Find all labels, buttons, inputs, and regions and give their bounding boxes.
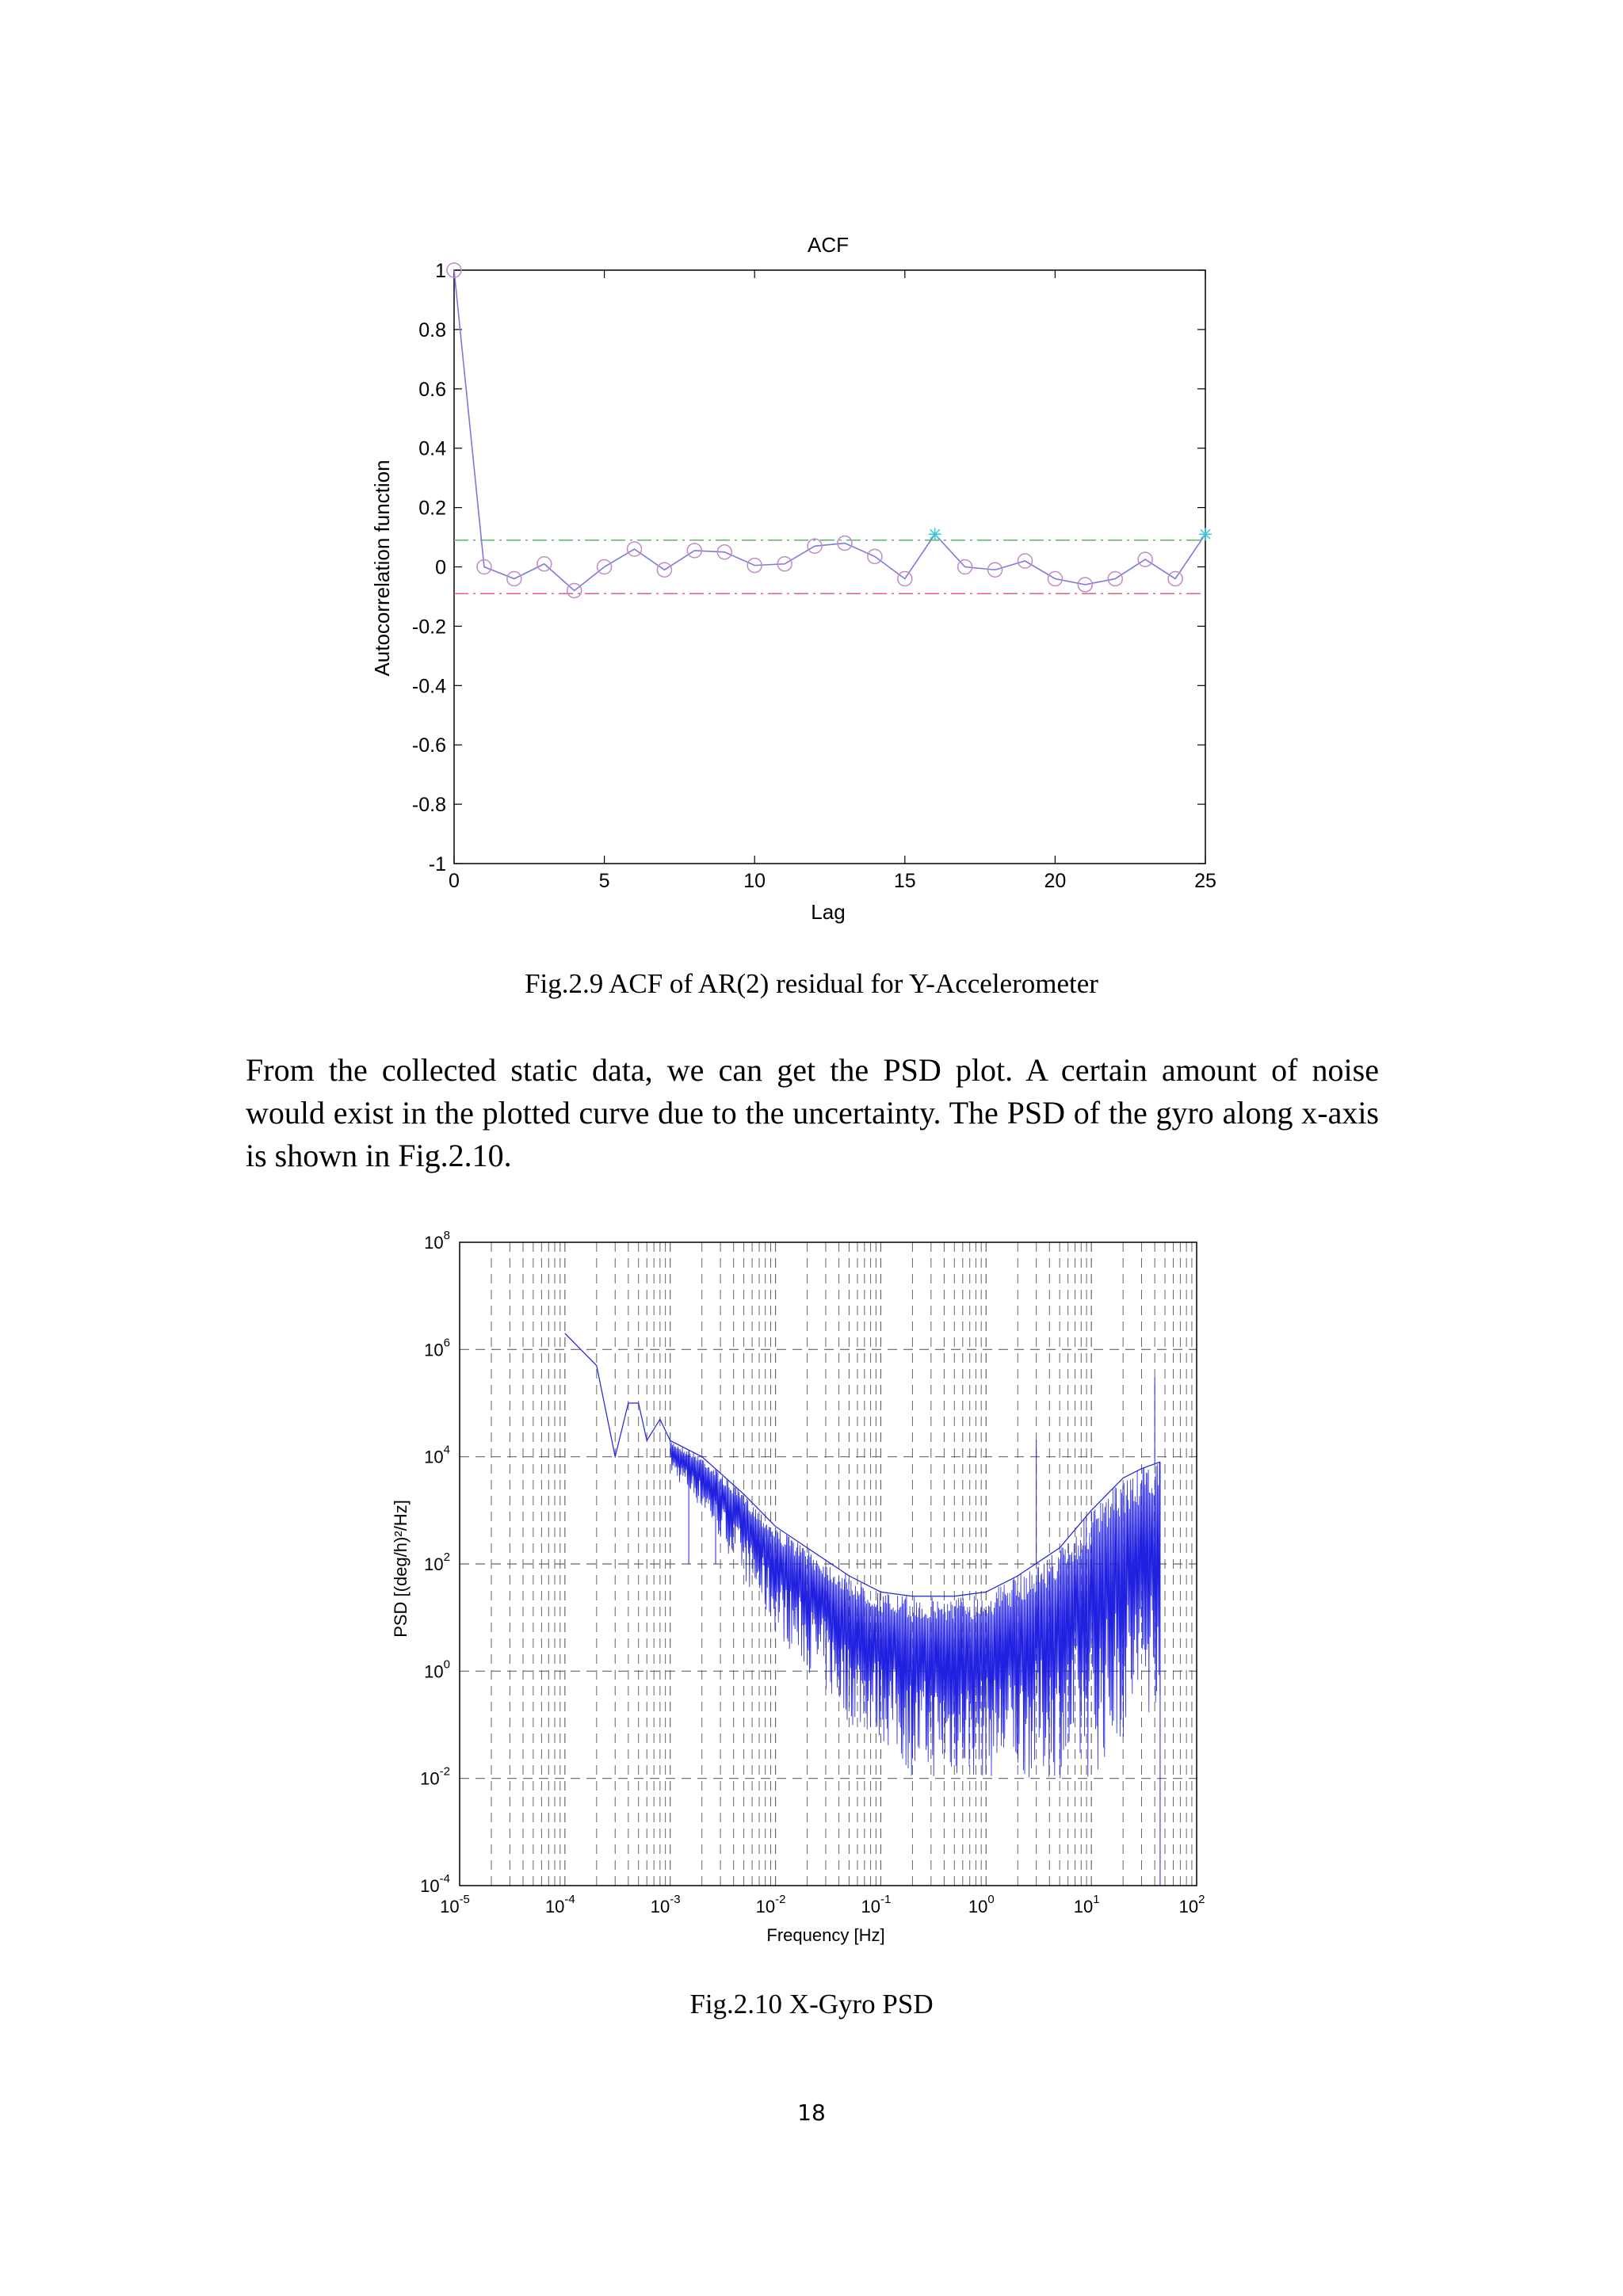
acf-y-tick-label: 0 bbox=[435, 556, 446, 579]
body-text-line-3: is shown in Fig.2.10. bbox=[246, 1138, 512, 1173]
psd-y-tick-label: $10^{-4}$ bbox=[420, 1872, 450, 1896]
acf-y-tick-label: -0.2 bbox=[411, 616, 446, 639]
acf-figure-caption: Fig.2.9 ACF of AR(2) residual for Y-Accelerometer bbox=[525, 968, 1098, 999]
acf-x-tick-label: 0 bbox=[449, 870, 460, 892]
psd-x-axis-label: Frequency [Hz] bbox=[766, 1925, 885, 1945]
acf-y-tick-label: -0.6 bbox=[411, 734, 446, 757]
acf-x-tick-label: 5 bbox=[598, 870, 610, 892]
acf-x-tick-label: 15 bbox=[893, 870, 916, 892]
body-text-line-1: From the collected static data, we can get the PSD plot. A certain amount of noise bbox=[246, 1052, 1379, 1088]
psd-x-tick-label: $10^0$ bbox=[968, 1893, 995, 1917]
psd-y-tick-label: $10^{-2}$ bbox=[420, 1764, 450, 1789]
psd-figure-caption: Fig.2.10 X-Gyro PSD bbox=[689, 1989, 934, 2019]
psd-y-tick-label: $10^4$ bbox=[424, 1443, 450, 1467]
psd-x-tick-label: $10^{-2}$ bbox=[755, 1893, 786, 1917]
psd-x-tick-label: $10^1$ bbox=[1073, 1893, 1100, 1917]
psd-y-tick-label: $10^0$ bbox=[424, 1657, 450, 1682]
psd-x-tick-label: $10^{-5}$ bbox=[440, 1893, 470, 1917]
acf-x-tick-label: 10 bbox=[743, 870, 766, 892]
page-number: 18 bbox=[797, 2100, 826, 2126]
acf-y-tick-label: 0.2 bbox=[418, 497, 446, 520]
psd-y-tick-label: $10^2$ bbox=[424, 1550, 450, 1574]
psd-x-tick-label: $10^{-4}$ bbox=[544, 1893, 575, 1917]
acf-y-axis-label: Autocorrelation function bbox=[370, 460, 394, 677]
acf-y-tick-label: -0.4 bbox=[411, 675, 446, 698]
psd-y-tick-label: $10^6$ bbox=[424, 1336, 450, 1360]
psd-y-axis-label: PSD [(deg/h)²/Hz] bbox=[391, 1500, 411, 1638]
psd-x-tick-label: $10^2$ bbox=[1178, 1893, 1205, 1917]
acf-y-tick-label: 1 bbox=[435, 260, 446, 282]
acf-y-tick-label: 0.6 bbox=[418, 378, 446, 401]
acf-x-tick-label: 20 bbox=[1044, 870, 1067, 892]
body-text-line-2: would exist in the plotted curve due to the uncertainty. The PSD of the gyro along x-axis bbox=[246, 1095, 1379, 1131]
acf-x-tick-label: 25 bbox=[1194, 870, 1216, 892]
acf-x-axis-label: Lag bbox=[811, 900, 846, 924]
acf-y-tick-label: -0.8 bbox=[411, 794, 446, 817]
acf-y-tick-label: 0.4 bbox=[418, 437, 446, 460]
psd-x-tick-label: $10^{-3}$ bbox=[650, 1893, 681, 1917]
acf-y-tick-label: -1 bbox=[428, 853, 446, 875]
acf-y-tick-label: 0.8 bbox=[418, 318, 446, 341]
psd-y-tick-label: $10^8$ bbox=[424, 1229, 450, 1253]
psd-x-tick-label: $10^{-1}$ bbox=[861, 1893, 892, 1917]
acf-chart-title: ACF bbox=[808, 233, 849, 257]
